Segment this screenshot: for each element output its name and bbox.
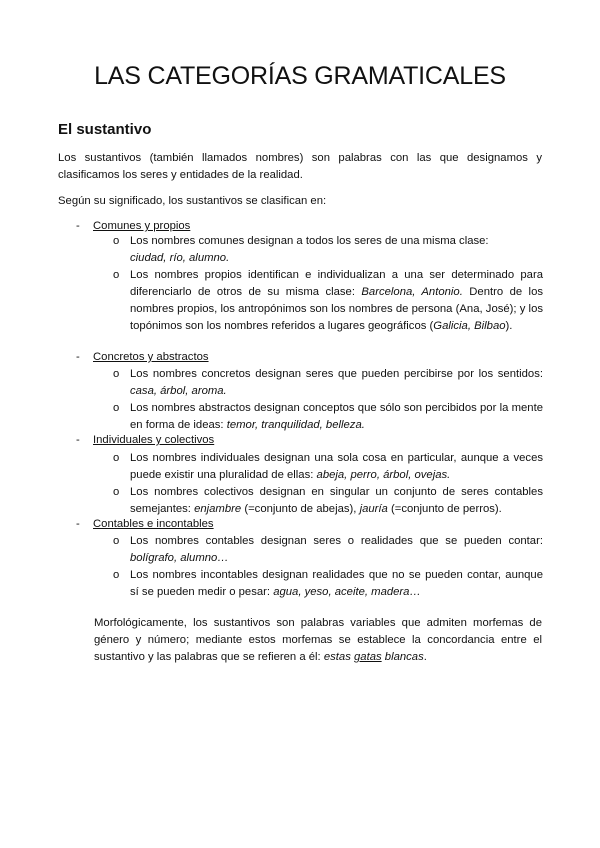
item-text: Los nombres contables designan seres o realidades que se pueden contar: bolígrafo, alumno…	[130, 535, 543, 564]
item-text: Los nombres comunes designan a todos los seres de una misma clase: ciudad, río, alumno.	[130, 235, 489, 264]
page-title: LAS CATEGORÍAS GRAMATICALES	[94, 62, 506, 90]
dash-bullet: -	[76, 220, 80, 232]
category-label: Comunes y propios	[93, 220, 191, 232]
item-text: Los nombres concretos designan seres que pueden percibirse por los sentidos: casa, árbol, aroma.	[130, 368, 543, 397]
category-label: Concretos y abstractos	[93, 351, 209, 363]
circle-bullet: o	[113, 535, 120, 547]
classification-lead: Según su significado, los sustantivos se clasifican en:	[58, 195, 327, 207]
item-text: Los nombres individuales designan una sola cosa en particular, aunque a veces puede existir una pluralidad de ellas: abeja, perro, árbol, ovejas.	[130, 452, 543, 481]
circle-bullet: o	[113, 235, 120, 247]
item-text: Los nombres abstractos designan conceptos que sólo son percibidos por la mente en forma de ideas: temor, tranquilidad, belleza.	[130, 402, 543, 431]
closing-paragraph: Morfológicamente, los sustantivos son palabras variables que admiten morfemas de género y número; mediante estos morfemas se establece la concordancia entre el sustantivo y las palabras que se refieren a él: estas gatas blancas.	[94, 617, 542, 663]
item-text: Los nombres incontables designan realidades que no se pueden contar, aunque sí se pueden medir o pesar: agua, yeso, aceite, madera…	[130, 569, 543, 598]
category-label: Individuales y colectivos	[93, 434, 215, 446]
section-heading: El sustantivo	[58, 121, 152, 138]
circle-bullet: o	[113, 486, 120, 498]
circle-bullet: o	[113, 569, 120, 581]
dash-bullet: -	[76, 351, 80, 363]
item-text: Los nombres colectivos designan en singular un conjunto de seres contables semejantes: enjambre (=conjunto de abejas), jauría (=conjunto de perros).	[130, 486, 543, 515]
item-text: Los nombres propios identifican e individualizan a una ser determinado para diferenciarlo de otros de su misma clase: Barcelona, Antonio. Dentro de los nombres propios, los antropónimos son los nombres de persona (Ana, José); y los topónimos son los nombres referidos a lugares geográficos (Galicia, Bilbao).	[130, 269, 544, 332]
dash-bullet: -	[76, 434, 80, 446]
intro-paragraph: Los sustantivos (también llamados nombres) son palabras con las que designamos y clasificamos los seres y entidades de la realidad.	[58, 152, 542, 181]
dash-bullet: -	[76, 518, 80, 530]
circle-bullet: o	[113, 452, 120, 464]
circle-bullet: o	[113, 368, 120, 380]
circle-bullet: o	[113, 269, 120, 281]
circle-bullet: o	[113, 402, 120, 414]
category-label: Contables e incontables	[93, 518, 214, 530]
